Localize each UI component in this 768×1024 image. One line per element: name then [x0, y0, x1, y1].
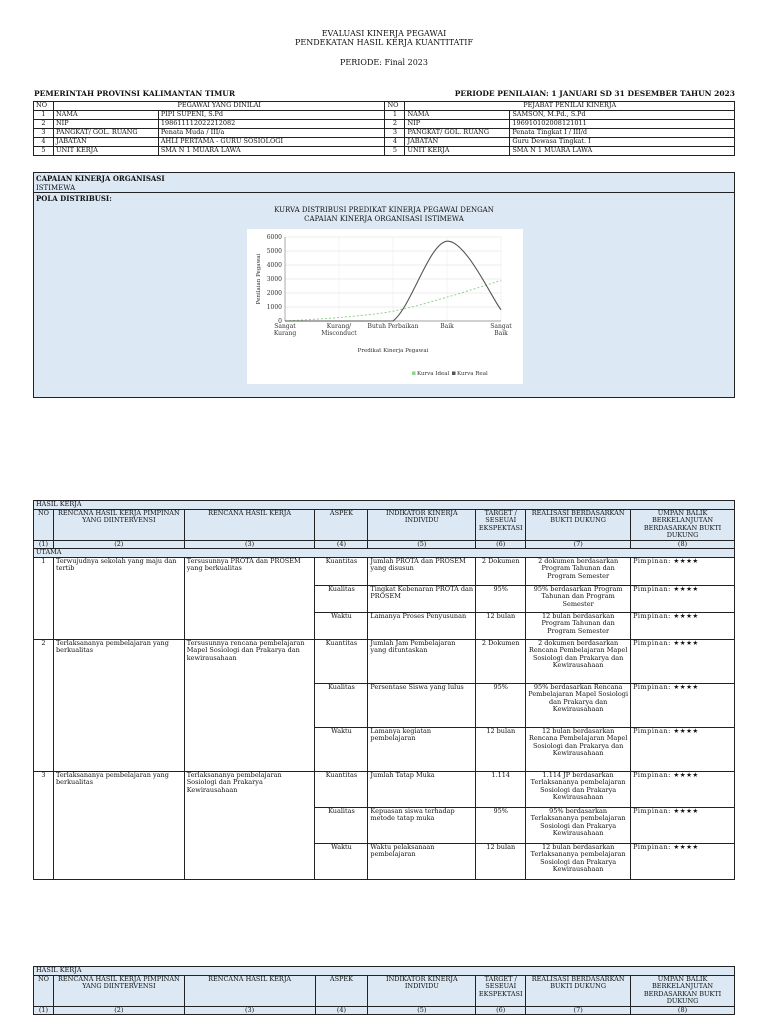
y-tick-label: 1000 [266, 304, 282, 311]
row-label: NAMA [405, 111, 510, 120]
umpan-balik-cell: Pimpinan: ★★★★ [631, 771, 735, 807]
identity-row [34, 111, 735, 120]
col-number: (4) [315, 540, 368, 549]
x-tick-label: Sangat [274, 323, 296, 330]
umpan-balik-cell: Pimpinan: ★★★★ [631, 639, 735, 683]
col-header: RENCANA HASIL KERJA [184, 509, 315, 540]
row-label: JABATAN [53, 138, 158, 147]
umpan-balik-cell: Pimpinan: ★★★★ [631, 585, 735, 612]
col-number: (1) [34, 1006, 54, 1015]
row-label: PANGKAT/ GOL. RUANG [53, 129, 158, 138]
col-header: REALISASI BERDASARKAN BUKTI DUKUNG [526, 509, 631, 540]
identity-table [33, 101, 735, 156]
indikator-cell: Jumlah Jam Pembelajaran yang dituntaskan [368, 639, 476, 683]
row-no: 2 [34, 120, 54, 129]
x-tick-label: Kurang/ [326, 323, 352, 330]
doc-subtitle: PENDEKATAN HASIL KERJA KUANTITATIF [294, 38, 474, 47]
y-tick-label: 4000 [266, 262, 282, 269]
aspek-cell: Waktu [315, 727, 368, 771]
target-cell: 95% [476, 807, 526, 843]
x-tick-label: Misconduct [321, 330, 357, 337]
col-number: (4) [315, 1006, 368, 1015]
target-cell: 12 bulan [476, 843, 526, 879]
chart-title-line1: KURVA DISTRIBUSI PREDIKAT KINERJA PEGAWAI DENGAN [274, 206, 494, 214]
col-header: INDIKATOR KINERJA INDIVIDU [368, 975, 476, 1006]
table-row [34, 771, 735, 807]
x-tick-label: Sangat [490, 323, 512, 330]
umpan-balik-cell: Pimpinan: ★★★★ [631, 683, 735, 727]
rencana-cell: Tersusunnya rencana pembelajaran Mapel Sosiologi dan Prakarya dan kewirausahaan [184, 639, 315, 771]
organisasi-label: CAPAIAN KINERJA ORGANISASI [36, 174, 165, 183]
col-number: (6) [476, 540, 526, 549]
indikator-cell: Jumlah Tatap Muka [368, 771, 476, 807]
col-number: (3) [184, 1006, 315, 1015]
umpan-balik-cell: Pimpinan: ★★★★ [631, 727, 735, 771]
x-tick-label: Butuh Perbaikan [367, 323, 419, 330]
target-cell: 12 bulan [476, 727, 526, 771]
aspek-cell: Waktu [315, 843, 368, 879]
x-tick-label: Kurang [273, 330, 297, 337]
row-no: 5 [34, 147, 54, 156]
aspek-cell: Kuantitas [315, 557, 368, 585]
col-header: ASPEK [315, 975, 368, 1006]
indikator-cell: Persentase Siswa yang lulus [368, 683, 476, 727]
col-header: UMPAN BALIK BERKELANJUTAN BERDASARKAN BUKTI DUKUNG [631, 509, 735, 540]
hasil-kerja-table-continued [33, 966, 735, 1015]
aspek-cell: Kuantitas [315, 771, 368, 807]
aspek-cell: Waktu [315, 612, 368, 639]
pola-label: POLA DISTRIBUSI: [34, 192, 734, 204]
x-tick-label: Baik [440, 323, 454, 330]
col-number: (8) [631, 540, 735, 549]
pegawai-value: AHLI PERTAMA - GURU SOSIOLOGI [158, 138, 385, 147]
col-header: NO [34, 975, 54, 1006]
penilai-value: SMA N 1 MUARA LAWA [510, 147, 735, 156]
instansi-label: PEMERINTAH PROVINSI KALIMANTAN TIMUR [34, 89, 236, 98]
penilai-value: Guru Dewasa Tingkat. I [510, 138, 735, 147]
row-label: JABATAN [405, 138, 510, 147]
umpan-balik-cell: Pimpinan: ★★★★ [631, 843, 735, 879]
x-tick-label: Baik [494, 330, 508, 337]
target-cell: 2 Dokumen [476, 639, 526, 683]
aspek-cell: Kualitas [315, 683, 368, 727]
pegawai-value: PIPI SUPENI, S.Pd [158, 111, 385, 120]
pimpinan-cell: Terlaksananya pembelajaran yang berkualitas [53, 771, 184, 879]
identity-row [34, 138, 735, 147]
y-axis-title: Penilaian Pegawai [256, 253, 262, 305]
target-cell: 12 bulan [476, 612, 526, 639]
periode-penilaian: PERIODE PENILAIAN: 1 JANUARI SD 31 DESEMBER TAHUN 2023 [454, 89, 735, 98]
col-number: (5) [368, 540, 476, 549]
legend-swatch [412, 372, 416, 376]
col-number: (1) [34, 540, 54, 549]
col-header: TARGET / SESEUAI EKSPEKTASI [476, 509, 526, 540]
indikator-cell: Jumlah PROTA dan PROSEM yang disusun [368, 557, 476, 585]
pegawai-value: SMA N 1 MUARA LAWA [158, 147, 385, 156]
col-header: UMPAN BALIK BERKELANJUTAN BERDASARKAN BUKTI DUKUNG [631, 975, 735, 1006]
table-row [34, 557, 735, 585]
penilai-value: 196910102008121011 [510, 120, 735, 129]
col-header: ASPEK [315, 509, 368, 540]
indikator-cell: Lamanya kegiatan pembelajaran [368, 727, 476, 771]
identity-row [34, 120, 735, 129]
row-no: 3 [34, 129, 54, 138]
indikator-cell: Kepuasan siswa terhadap metode tatap muka [368, 807, 476, 843]
row-no: 5 [385, 147, 405, 156]
col-header: NO [34, 509, 54, 540]
chart-title-line2: CAPAIAN KINERJA ORGANISASI ISTIMEWA [304, 215, 464, 223]
umpan-balik-cell: Pimpinan: ★★★★ [631, 612, 735, 639]
doc-periode: PERIODE: Final 2023 [340, 58, 428, 67]
y-tick-label: 5000 [266, 248, 282, 255]
row-label: PANGKAT/ GOL. RUANG [405, 129, 510, 138]
indikator-cell: Tingkat Kebenaran PROTA dan PROSEM [368, 585, 476, 612]
row-label: NAMA [53, 111, 158, 120]
y-tick-label: 3000 [266, 276, 282, 283]
y-tick-label: 6000 [266, 234, 282, 241]
penilai-value: Penata Tingkat I / III/d [510, 129, 735, 138]
pegawai-value: 198611112022212082 [158, 120, 385, 129]
indikator-cell: Waktu pelaksanaan pembelajaran [368, 843, 476, 879]
col-header: TARGET / SESEUAI EKSPEKTASI [476, 975, 526, 1006]
rencana-cell: Terlaksananya pembelajaran Sosiologi dan Prakarya Kewirausahaan [184, 771, 315, 879]
col-header: RENCANA HASIL KERJA [184, 975, 315, 1006]
pimpinan-cell: Terwujudnya sekolah yang maju dan tertib [53, 557, 184, 639]
aspek-cell: Kualitas [315, 585, 368, 612]
col-number: (2) [53, 1006, 184, 1015]
target-cell: 1.114 [476, 771, 526, 807]
penilai-value: SAMSON, M.Pd., S.Pd [510, 111, 735, 120]
row-no: 1 [34, 111, 54, 120]
row-no: 1 [385, 111, 405, 120]
identity-row [34, 129, 735, 138]
realisasi-cell: 12 bulan berdasarkan Program Tahunan dan Program Semester [526, 612, 631, 639]
row-no: 2 [385, 120, 405, 129]
table-row [34, 639, 735, 683]
section-label: HASIL KERJA [34, 967, 735, 976]
umpan-balik-cell: Pimpinan: ★★★★ [631, 557, 735, 585]
section-label: HASIL KERJA [34, 501, 735, 510]
distribution-chart [247, 229, 523, 384]
realisasi-cell: 95% berdasarkan Program Tahunan dan Program Semester [526, 585, 631, 612]
item-no: 3 [34, 771, 54, 879]
target-cell: 95% [476, 585, 526, 612]
realisasi-cell: 2 dokumen berdasarkan Program Tahunan dan Program Semester [526, 557, 631, 585]
penilai-header: PEJABAT PENILAI KINERJA [405, 102, 735, 111]
row-label: UNIT KERJA [53, 147, 158, 156]
row-no: 4 [34, 138, 54, 147]
target-cell: 95% [476, 683, 526, 727]
col-header: RENCANA HASIL KERJA PIMPINAN YANG DIINTERVENSI [53, 975, 184, 1006]
realisasi-cell: 12 bulan berdasarkan Terlaksananya pembelajaran Sosiologi dan Prakarya Kewirausahaan [526, 843, 631, 879]
row-label: NIP [405, 120, 510, 129]
y-tick-label: 2000 [266, 290, 282, 297]
row-no: 4 [385, 138, 405, 147]
indikator-cell: Lamanya Proses Penyusunan [368, 612, 476, 639]
col-number: (8) [631, 1006, 735, 1015]
doc-title: EVALUASI KINERJA PEGAWAI [321, 29, 447, 38]
pegawai-header: PEGAWAI YANG DINILAI [53, 102, 385, 111]
col-header: RENCANA HASIL KERJA PIMPINAN YANG DIINTERVENSI [53, 509, 184, 540]
row-no: 3 [385, 129, 405, 138]
item-no: 2 [34, 639, 54, 771]
umpan-balik-cell: Pimpinan: ★★★★ [631, 807, 735, 843]
organisasi-value: ISTIMEWA [36, 184, 76, 192]
rencana-cell: Tersusunnya PROTA dan PROSEM yang berkualitas [184, 557, 315, 639]
col-number: (6) [476, 1006, 526, 1015]
organisasi-panel [33, 172, 735, 398]
realisasi-cell: 12 bulan berdasarkan Rencana Pembelajaran Mapel Sosiologi dan Prakarya dan Kewirausahaan [526, 727, 631, 771]
col-no: NO [34, 102, 54, 111]
col-number: (7) [526, 1006, 631, 1015]
col-number: (2) [53, 540, 184, 549]
hasil-kerja-table [33, 500, 735, 880]
pegawai-value: Penata Muda / III/a [158, 129, 385, 138]
row-label: NIP [53, 120, 158, 129]
col-no: NO [385, 102, 405, 111]
header-row [34, 89, 735, 98]
col-header: INDIKATOR KINERJA INDIVIDU [368, 509, 476, 540]
col-header: REALISASI BERDASARKAN BUKTI DUKUNG [526, 975, 631, 1006]
legend-label: Kurva Ideal [417, 371, 450, 377]
realisasi-cell: 1.114 JP berdasarkan Terlaksananya pembelajaran Sosiologi dan Prakarya Kewirausahaan [526, 771, 631, 807]
pimpinan-cell: Terlaksananya pembelajaran yang berkualitas [53, 639, 184, 771]
utama-label: UTAMA [34, 549, 735, 558]
aspek-cell: Kualitas [315, 807, 368, 843]
x-axis-title: Predikat Kinerja Pegawai [357, 348, 429, 354]
col-number: (7) [526, 540, 631, 549]
col-number: (3) [184, 540, 315, 549]
y-tick-label: 0 [278, 318, 282, 325]
chart-area [247, 229, 523, 384]
realisasi-cell: 95% berdasarkan Rencana Pembelajaran Mapel Sosiologi dan Prakarya dan Kewirausahaan [526, 683, 631, 727]
item-no: 1 [34, 557, 54, 639]
target-cell: 2 Dokumen [476, 557, 526, 585]
row-label: UNIT KERJA [405, 147, 510, 156]
realisasi-cell: 95% berdasarkan Terlaksananya pembelajaran Sosiologi dan Prakarya Kewirausahaan [526, 807, 631, 843]
col-number: (5) [368, 1006, 476, 1015]
legend-swatch [452, 372, 456, 376]
realisasi-cell: 2 dokumen berdasarkan Rencana Pembelajaran Mapel Sosiologi dan Prakarya dan Kewirausahaan [526, 639, 631, 683]
identity-row [34, 147, 735, 156]
aspek-cell: Kuantitas [315, 639, 368, 683]
legend-label: Kurva Real [457, 371, 488, 377]
